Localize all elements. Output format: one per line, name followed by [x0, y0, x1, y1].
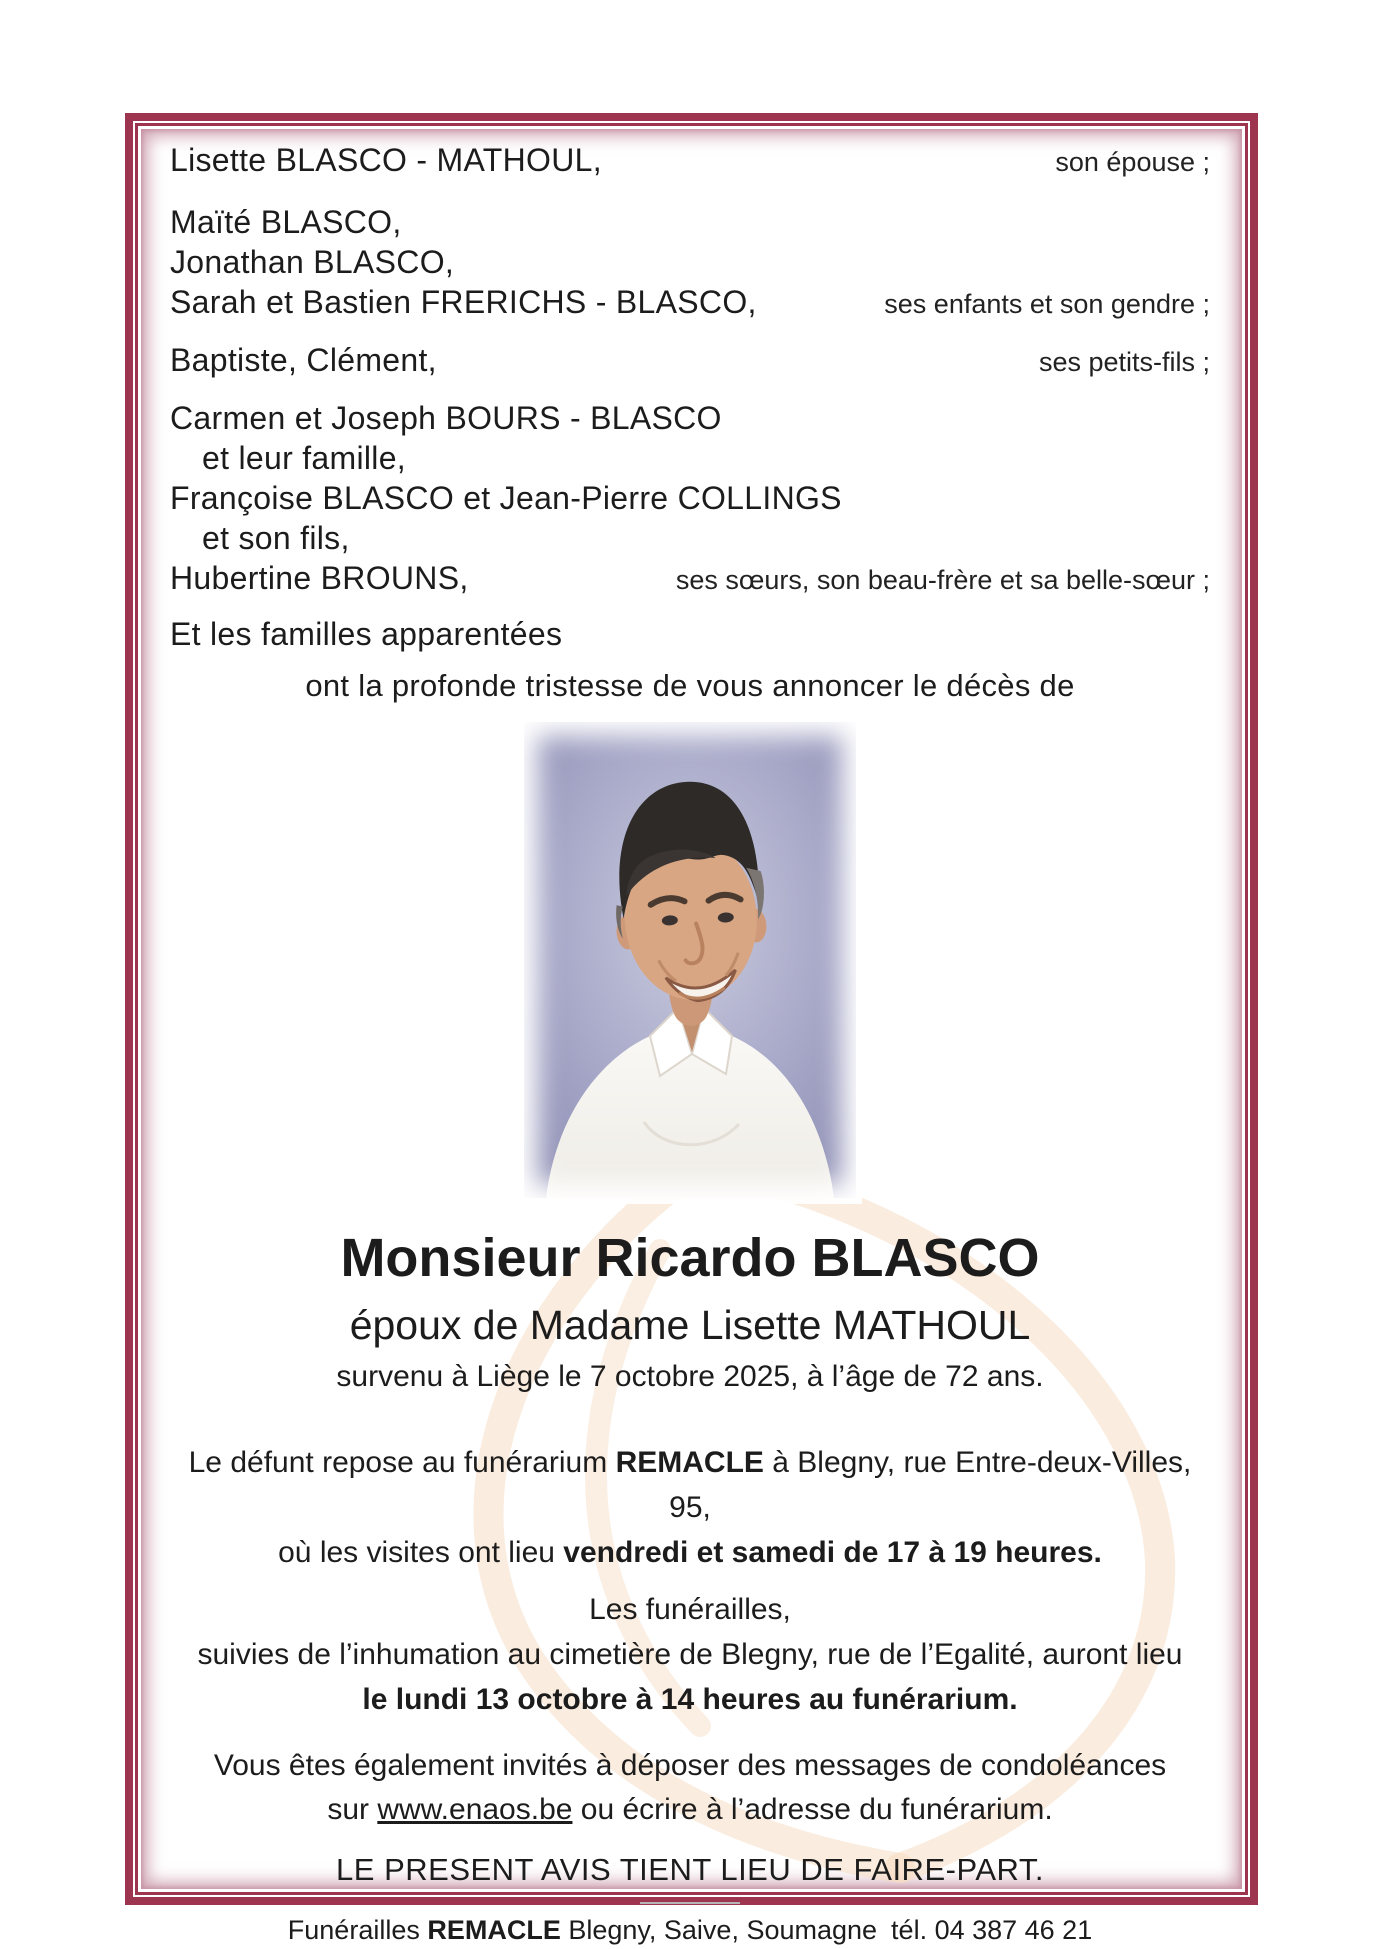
funeral-home-name: REMACLE [615, 1446, 764, 1479]
footer-locations: Blegny, Saive, Soumagne [560, 1915, 878, 1945]
repose-line [170, 1440, 1210, 1530]
family-line [170, 340, 1210, 382]
visits-text: où les visites ont lieu [278, 1536, 564, 1569]
announcement-sentence: ont la profonde tristesse de vous annoncer le décès de [305, 668, 1075, 703]
condolences-paragraph [170, 1744, 1210, 1832]
family-name: Françoise BLASCO et Jean-Pierre COLLINGS [170, 480, 842, 516]
visits-schedule: vendredi et samedi de 17 à 19 heures. [563, 1536, 1102, 1569]
faire-part-notice: LE PRESENT AVIS TIENT LIEU DE FAIRE-PART. [336, 1852, 1044, 1887]
spouse-line: époux de Madame Lisette MATHOUL [349, 1302, 1031, 1348]
condolences-text: sur [327, 1793, 378, 1826]
footer-divider [640, 1902, 740, 1904]
funerals-date: le lundi 13 octobre à 14 heures au funérarium. [362, 1683, 1018, 1716]
family-line [170, 438, 1210, 478]
family-name: Sarah et Bastien FRERICHS - BLASCO, [170, 284, 757, 320]
deceased-name-title: Monsieur Ricardo BLASCO [340, 1228, 1040, 1288]
announcement-content [170, 140, 1210, 1948]
funerals-line-1: Les funérailles, [589, 1593, 791, 1626]
funeral-home-footer [170, 1912, 1210, 1948]
family-line [170, 202, 1210, 242]
family-line [170, 558, 1210, 600]
photo-soft-edge [518, 716, 862, 1204]
family-name: et son fils, [202, 520, 350, 556]
funerals-paragraph [170, 1587, 1210, 1722]
family-line [170, 398, 1210, 438]
relation-label: ses sœurs, son beau-frère et sa belle-sœur ; [675, 565, 1210, 595]
funerals-date-line [170, 1677, 1210, 1722]
footer-phone: tél. 04 387 46 21 [891, 1915, 1093, 1945]
repose-address: à Blegny, rue Entre-deux-Villes, 95, [669, 1446, 1192, 1524]
family-name: Hubertine BROUNS, [170, 560, 469, 596]
funerals-line-2: suivies de l’inhumation au cimetière de Blegny, rue de l’Egalité, auront lieu [197, 1638, 1183, 1671]
family-name: Lisette BLASCO - MATHOUL, [170, 142, 602, 178]
family-name: Carmen et Joseph BOURS - BLASCO [170, 400, 722, 436]
footer-text: Funérailles [287, 1915, 428, 1945]
family-line [170, 478, 1210, 518]
relation-label: son épouse ; [1055, 147, 1210, 177]
family-name: Maïté BLASCO, [170, 204, 402, 240]
family-name: Et les familles apparentées [170, 616, 563, 652]
portrait-photo [524, 722, 856, 1198]
footer-brand: REMACLE [427, 1915, 561, 1945]
visits-line [170, 1530, 1210, 1575]
family-line [170, 140, 1210, 182]
family-line [170, 282, 1210, 324]
enaos-website-link[interactable]: www.enaos.be [377, 1793, 573, 1826]
family-line [170, 242, 1210, 282]
condolences-line-1: Vous êtes également invités à déposer des messages de condoléances [213, 1749, 1167, 1782]
family-name: Baptiste, Clément, [170, 342, 437, 378]
relation-label: ses petits-fils ; [1038, 347, 1210, 377]
family-line [170, 518, 1210, 558]
death-details-line: survenu à Liège le 7 octobre 2025, à l’âge de 72 ans. [336, 1360, 1044, 1393]
family-name: Jonathan BLASCO, [170, 244, 455, 280]
repose-paragraph [170, 1440, 1210, 1575]
family-name: et leur famille, [202, 440, 406, 476]
relation-label: ses enfants et son gendre ; [884, 289, 1210, 319]
repose-text: Le défunt repose au funérarium [188, 1446, 616, 1479]
condolences-line-2 [170, 1788, 1210, 1832]
condolences-text-end: ou écrire à l’adresse du funérarium. [572, 1793, 1053, 1826]
family-line [170, 614, 1210, 654]
